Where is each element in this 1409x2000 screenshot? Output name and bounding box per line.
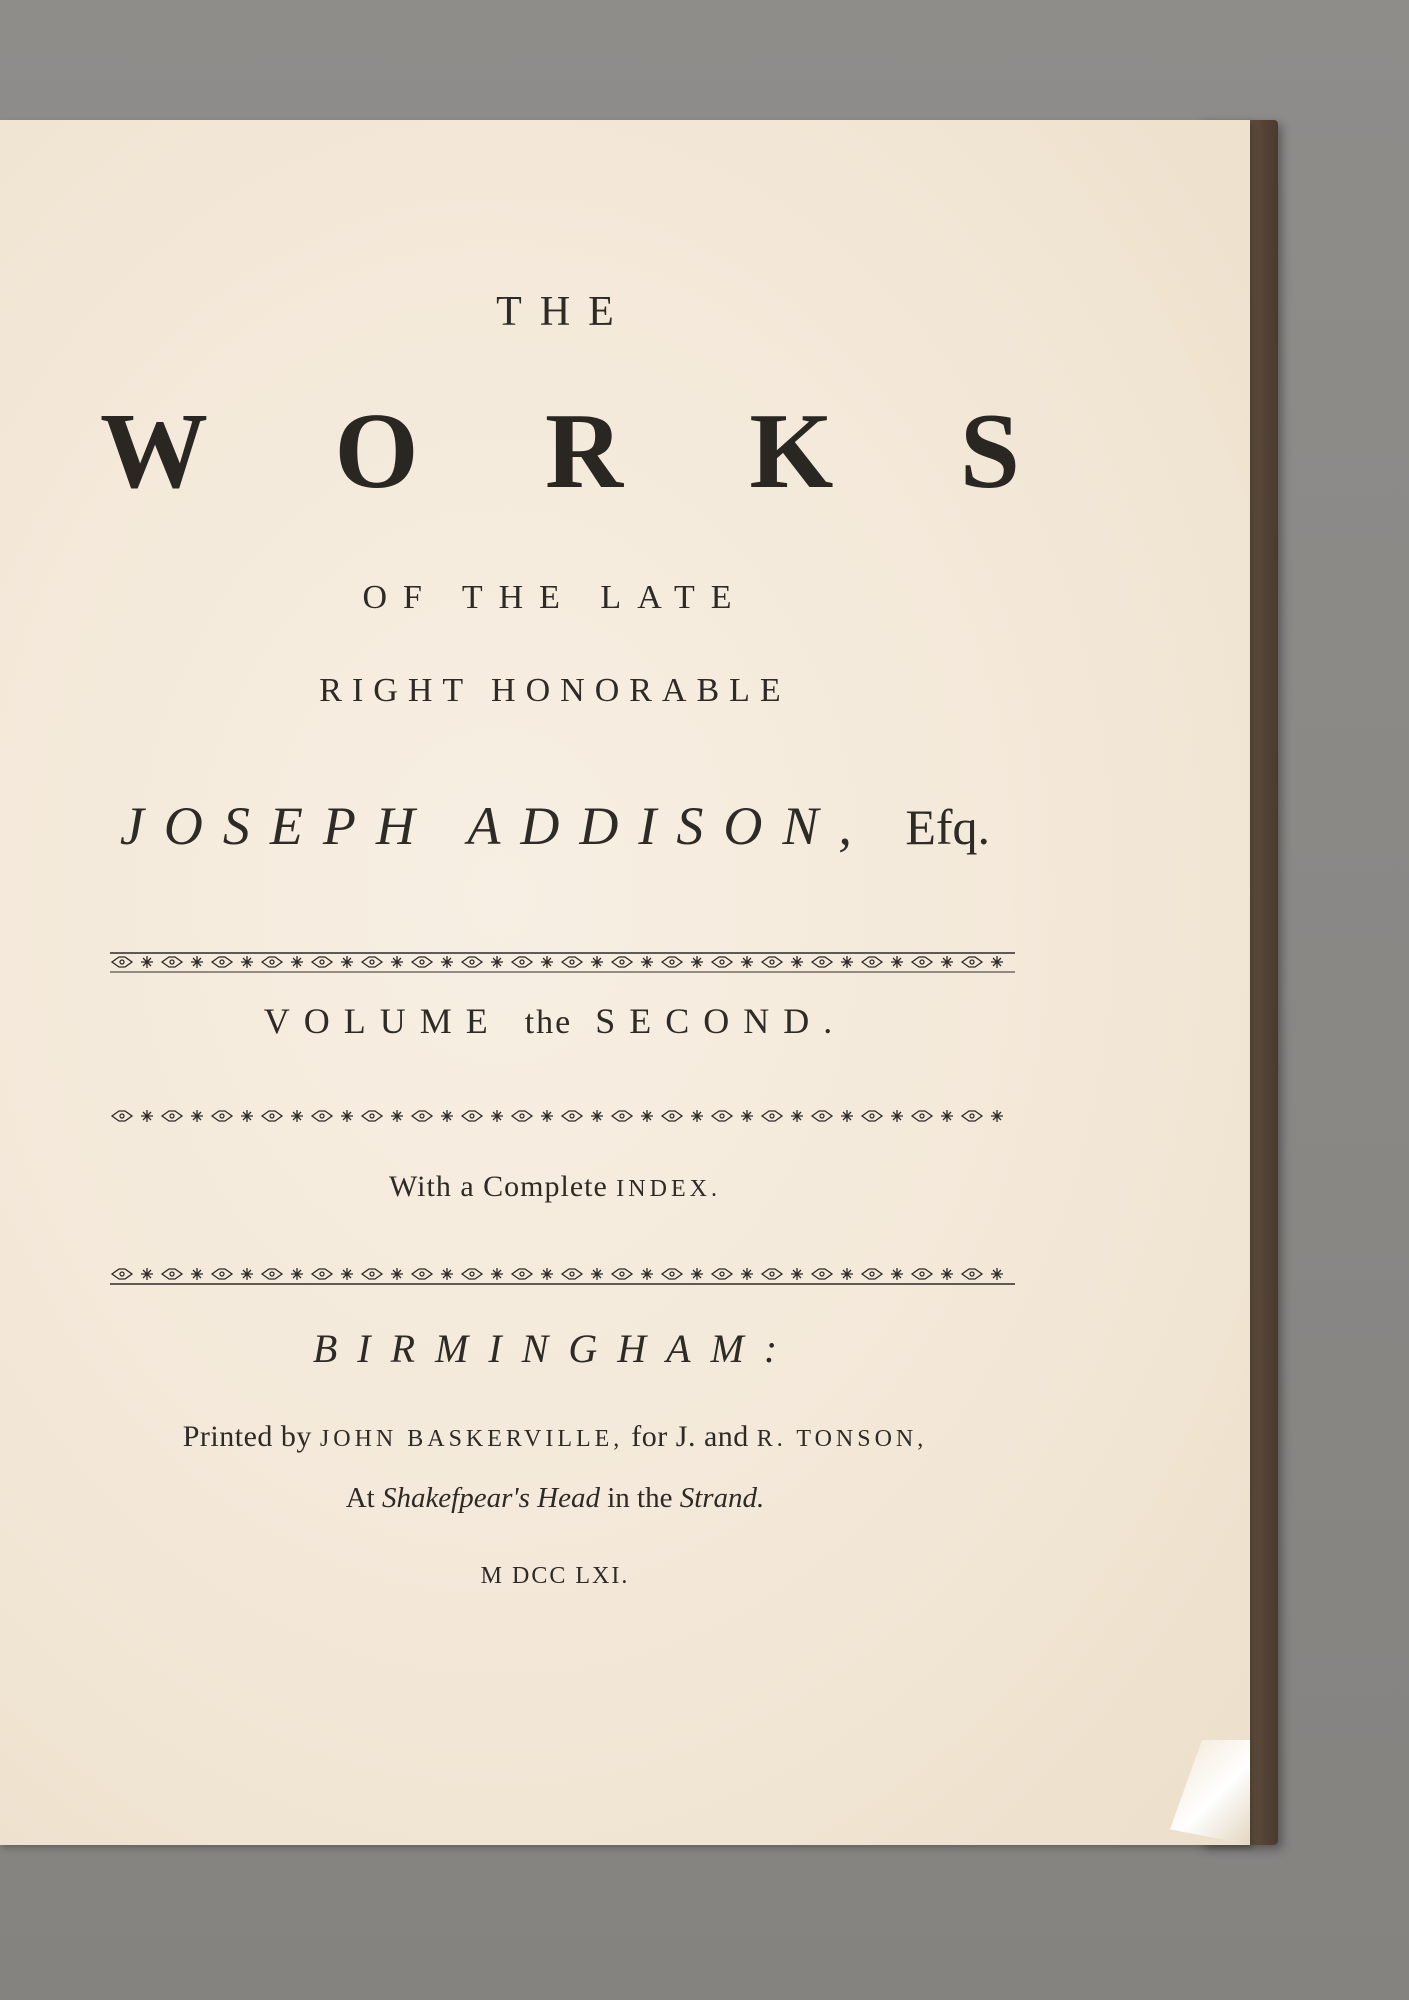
volume-word: VOLUME	[263, 1001, 502, 1041]
publisher-name: R. TONSON,	[756, 1426, 928, 1452]
imprint-address	[100, 1482, 1010, 1515]
index-word: INDEX.	[616, 1176, 721, 1202]
title-the: THE	[496, 289, 632, 335]
works-letter: K	[749, 392, 834, 511]
volume-ordinal: SECOND.	[595, 1001, 847, 1041]
right-honorable: RIGHT HONORABLE	[319, 672, 791, 709]
works-letter: O	[334, 392, 419, 511]
ornament-rule	[110, 950, 1015, 974]
imprint-city: BIRMINGHAM:	[312, 1326, 798, 1371]
ornament-rule	[110, 1262, 1015, 1286]
index-prefix: With a Complete	[389, 1170, 608, 1203]
volume-the: the	[524, 1004, 573, 1041]
fleuron-rule-icon	[110, 1104, 1015, 1128]
volume-line	[100, 1000, 1010, 1042]
address-shop: Shakefpear's	[381, 1482, 530, 1514]
author-name-line	[100, 795, 1010, 857]
title-page	[0, 120, 1250, 1845]
fleuron-rule-icon	[110, 1262, 1015, 1286]
imprint-date: M DCC LXI.	[480, 1563, 630, 1589]
works-letter: W	[100, 392, 208, 511]
address-in-the: in the	[607, 1482, 673, 1514]
address-at: At	[345, 1482, 375, 1514]
printed-by: Printed by	[182, 1420, 312, 1453]
index-line	[100, 1170, 1010, 1204]
address-street: Strand.	[679, 1482, 765, 1514]
works-letter: R	[544, 392, 623, 511]
ornament-rule	[110, 1104, 1015, 1128]
author-name: JOSEPH ADDISON,	[119, 796, 872, 856]
address-head: Head	[537, 1482, 600, 1514]
imprint-printer-line	[100, 1420, 1010, 1454]
of-the-late: OF THE LATE	[362, 579, 748, 616]
title-works	[100, 390, 1020, 514]
works-letter: S	[959, 392, 1020, 511]
for-text: for J. and	[631, 1420, 749, 1453]
printer-name: JOHN BASKERVILLE,	[319, 1426, 624, 1452]
fleuron-rule-icon	[110, 950, 1015, 974]
author-suffix: Efq.	[905, 799, 991, 855]
